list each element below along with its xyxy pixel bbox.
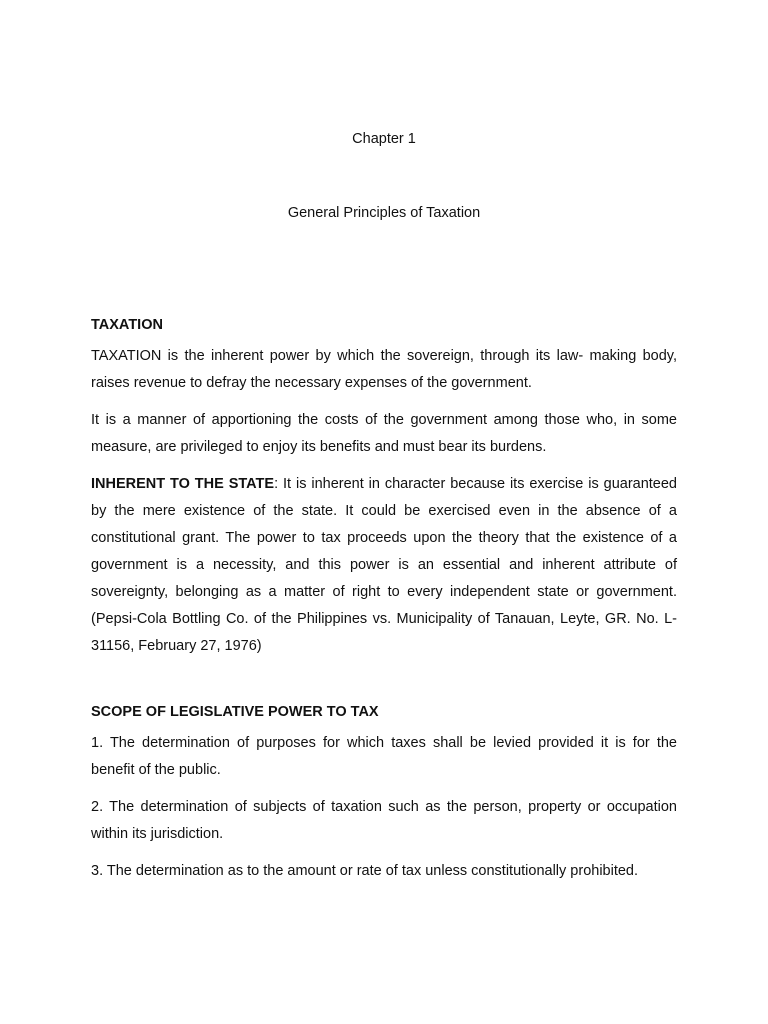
inherent-to-state-text: : It is inherent in character because its exercise is guaranteed by the mere existence of the state. It could be exercised even in the absence of a constitutional grant. The power to tax proceeds upon the theory that the existence of a government is a necessity, and this power is an essential and inherent attribute of sovereignty, belonging as a matter of right to every independent state or government. (Pepsi-Cola Bottling Co. of the Philippines vs. Municipality of Tanauan, Leyte, GR. No. L-31156, February 27, 1976) [91, 476, 677, 654]
paragraph-apportioning-costs: It is a manner of apportioning the costs of the government among those who, in some measure, are privileged to enjoy its benefits and must bear its burdens. [91, 412, 677, 455]
section-heading-scope: SCOPE OF LEGISLATIVE POWER TO TAX [91, 704, 379, 720]
paragraph-inherent-to-state [91, 471, 677, 660]
inherent-to-state-label: INHERENT TO THE STATE [91, 476, 275, 492]
list-item-scope-1: 1. The determination of purposes for which taxes shall be levied provided it is for the benefit of the public. [91, 735, 677, 778]
list-item-scope-2: 2. The determination of subjects of taxation such as the person, property or occupation within its jurisdiction. [91, 799, 677, 842]
document-body [91, 316, 677, 885]
chapter-title: Chapter 1 [352, 131, 416, 147]
section-heading-taxation: TAXATION [91, 317, 163, 333]
chapter-subtitle: General Principles of Taxation [287, 205, 481, 221]
list-item-scope-3: 3. The determination as to the amount or rate of tax unless constitutionally prohibited. [91, 863, 639, 879]
paragraph-taxation-definition: TAXATION is the inherent power by which the sovereign, through its law- making body, raises revenue to defray the necessary expenses of the government. [91, 348, 677, 391]
